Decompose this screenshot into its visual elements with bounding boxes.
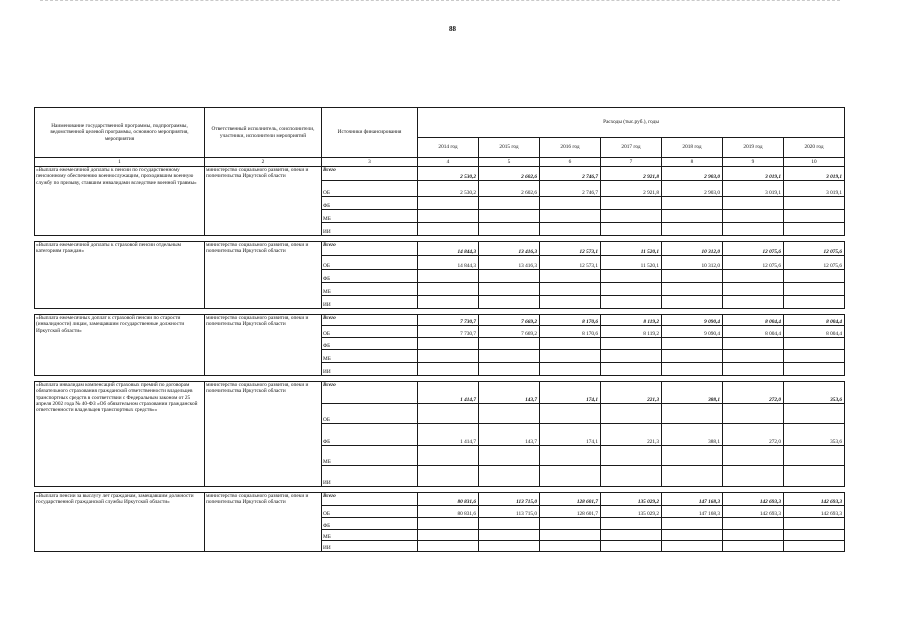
value-cell: 2 602,6 <box>479 181 540 197</box>
value-cell <box>662 270 723 283</box>
value-cell: 2 530,2 <box>418 167 479 181</box>
value-cell: 143,7 <box>479 382 540 404</box>
column-number: 10 <box>784 158 845 167</box>
value-cell <box>601 296 662 309</box>
value-cell: 388,1 <box>662 382 723 404</box>
value-cell <box>601 283 662 296</box>
value-cell <box>784 197 845 210</box>
value-cell <box>479 270 540 283</box>
value-cell <box>540 530 601 541</box>
value-cell: 10 312,0 <box>662 256 723 270</box>
source-ii: ИИ <box>322 363 418 376</box>
executor-name: министерство социального развития, опеки и попечительства Иркутской области <box>205 493 322 552</box>
value-cell: 8 004,4 <box>723 315 784 326</box>
header-year: 2016 год <box>540 138 601 158</box>
value-cell <box>723 197 784 210</box>
table-row <box>35 493 845 506</box>
value-cell: 11 520,1 <box>601 256 662 270</box>
top-edge-line <box>40 0 840 4</box>
value-cell <box>601 518 662 530</box>
value-cell: 12 075,6 <box>723 256 784 270</box>
value-cell <box>662 283 723 296</box>
value-cell <box>540 541 601 552</box>
value-cell <box>723 270 784 283</box>
value-cell <box>479 466 540 487</box>
activity-name: «Выплата ежемесячной доплаты к пенсии по государственному пенсионному обеспечению военнослужащим, проходившим военную службу по призыву, ставшим инвалидами вследствие военной травмы» <box>35 167 205 236</box>
value-cell <box>540 363 601 376</box>
value-cell <box>784 210 845 223</box>
value-cell <box>479 350 540 363</box>
source-fb: ФБ <box>322 518 418 530</box>
executor-name: министерство социального развития, опеки и попечительства Иркутской области <box>205 242 322 309</box>
value-cell <box>601 541 662 552</box>
value-cell <box>418 210 479 223</box>
header-name: Наименование государственной программы, подпрограммы, ведомственной целевой программы, основного мероприятия, мероприятия <box>35 108 205 158</box>
value-cell <box>662 466 723 487</box>
value-cell <box>723 350 784 363</box>
value-cell <box>784 338 845 350</box>
value-cell <box>418 223 479 236</box>
value-cell: 142 693,3 <box>784 506 845 518</box>
value-cell <box>662 210 723 223</box>
activity-name: «Выплата ежемесячной доплаты к страховой пенсии отдельным категориям граждан» <box>35 242 205 309</box>
value-cell <box>540 446 601 466</box>
value-cell <box>540 404 601 424</box>
value-cell <box>479 541 540 552</box>
value-cell <box>540 466 601 487</box>
value-cell: 8 004,4 <box>784 326 845 338</box>
value-cell <box>723 338 784 350</box>
value-cell <box>479 338 540 350</box>
value-cell <box>662 223 723 236</box>
value-cell: 12 075,6 <box>784 242 845 256</box>
value-cell: 221,3 <box>601 424 662 446</box>
value-cell <box>784 446 845 466</box>
value-cell: 8 170,6 <box>540 326 601 338</box>
source-mb: МБ <box>322 350 418 363</box>
source-total: Всего <box>322 242 418 256</box>
value-cell: 3 019,1 <box>723 181 784 197</box>
value-cell: 9 090,4 <box>662 315 723 326</box>
value-cell <box>479 296 540 309</box>
value-cell <box>601 210 662 223</box>
value-cell: 113 715,0 <box>479 493 540 506</box>
source-total: Всего <box>322 315 418 326</box>
column-number: 1 <box>35 158 205 167</box>
value-cell <box>662 518 723 530</box>
value-cell: 3 019,1 <box>784 167 845 181</box>
value-cell: 80 831,6 <box>418 493 479 506</box>
table-row <box>35 242 845 256</box>
source-ob: ОБ <box>322 506 418 518</box>
table-row <box>35 315 845 326</box>
value-cell: 221,3 <box>601 382 662 404</box>
value-cell: 8 004,4 <box>784 315 845 326</box>
value-cell <box>601 350 662 363</box>
value-cell <box>540 197 601 210</box>
header-expenses: Расходы (тыс.руб.), годы <box>418 108 845 138</box>
value-cell: 7 669,2 <box>479 315 540 326</box>
value-cell <box>723 210 784 223</box>
header-year: 2020 год <box>784 138 845 158</box>
value-cell <box>662 404 723 424</box>
value-cell: 147 168,3 <box>662 506 723 518</box>
header-row <box>35 108 845 138</box>
column-number: 3 <box>322 158 418 167</box>
source-fb: ФБ <box>322 424 418 446</box>
value-cell: 2 903,0 <box>662 167 723 181</box>
value-cell <box>723 283 784 296</box>
source-ob: ОБ <box>322 404 418 424</box>
value-cell <box>540 296 601 309</box>
value-cell: 135 029,2 <box>601 493 662 506</box>
value-cell: 3 019,1 <box>784 181 845 197</box>
executor-name: министерство социального развития, опеки и попечительства Иркутской области <box>205 382 322 487</box>
value-cell: 7 730,7 <box>418 315 479 326</box>
value-cell <box>601 466 662 487</box>
value-cell: 8 170,6 <box>540 315 601 326</box>
value-cell <box>479 363 540 376</box>
value-cell <box>784 270 845 283</box>
value-cell <box>784 223 845 236</box>
value-cell: 14 844,3 <box>418 242 479 256</box>
source-total: Всего <box>322 493 418 506</box>
value-cell: 3 019,1 <box>723 167 784 181</box>
source-ii: ИИ <box>322 541 418 552</box>
value-cell <box>723 541 784 552</box>
value-cell <box>540 223 601 236</box>
value-cell <box>418 466 479 487</box>
value-cell: 2 921,8 <box>601 167 662 181</box>
value-cell <box>784 350 845 363</box>
value-cell: 8 119,2 <box>601 326 662 338</box>
value-cell <box>601 363 662 376</box>
source-ii: ИИ <box>322 466 418 487</box>
value-cell <box>784 530 845 541</box>
header-source: Источники финансирования <box>322 108 418 158</box>
value-cell <box>601 270 662 283</box>
table-row <box>35 382 845 404</box>
value-cell: 2 746,7 <box>540 181 601 197</box>
value-cell: 13 416,3 <box>479 242 540 256</box>
value-cell: 12 075,6 <box>723 242 784 256</box>
value-cell <box>784 466 845 487</box>
value-cell <box>723 466 784 487</box>
value-cell: 272,0 <box>723 382 784 404</box>
column-number-row <box>35 158 845 167</box>
value-cell <box>540 270 601 283</box>
value-cell <box>662 446 723 466</box>
value-cell: 12 573,1 <box>540 256 601 270</box>
value-cell: 7 730,7 <box>418 326 479 338</box>
value-cell <box>784 404 845 424</box>
source-fb: ФБ <box>322 270 418 283</box>
value-cell <box>723 446 784 466</box>
source-mb: МБ <box>322 530 418 541</box>
value-cell: 1 414,7 <box>418 382 479 404</box>
value-cell: 8 119,2 <box>601 315 662 326</box>
column-number: 4 <box>418 158 479 167</box>
value-cell <box>479 404 540 424</box>
value-cell <box>601 223 662 236</box>
value-cell: 9 090,4 <box>662 326 723 338</box>
value-cell: 174,1 <box>540 424 601 446</box>
value-cell: 135 029,2 <box>601 506 662 518</box>
value-cell <box>418 350 479 363</box>
source-ob: ОБ <box>322 256 418 270</box>
column-number: 9 <box>723 158 784 167</box>
value-cell: 128 601,7 <box>540 506 601 518</box>
source-ob: ОБ <box>322 326 418 338</box>
value-cell <box>418 541 479 552</box>
value-cell <box>418 518 479 530</box>
value-cell: 2 746,7 <box>540 167 601 181</box>
value-cell <box>723 518 784 530</box>
value-cell <box>540 338 601 350</box>
value-cell <box>784 283 845 296</box>
value-cell <box>479 446 540 466</box>
value-cell <box>479 283 540 296</box>
value-cell <box>601 446 662 466</box>
value-cell <box>662 197 723 210</box>
header-year: 2017 год <box>601 138 662 158</box>
value-cell <box>662 363 723 376</box>
value-cell: 142 693,3 <box>723 493 784 506</box>
value-cell <box>418 296 479 309</box>
value-cell <box>601 404 662 424</box>
value-cell: 11 520,1 <box>601 242 662 256</box>
value-cell <box>479 223 540 236</box>
value-cell <box>723 223 784 236</box>
value-cell: 142 693,3 <box>784 493 845 506</box>
value-cell <box>418 404 479 424</box>
executor-name: министерство социального развития, опеки и попечительства Иркутской области <box>205 167 322 236</box>
value-cell <box>418 197 479 210</box>
header-executor: Ответственный исполнитель, соисполнители, участники, исполнители мероприятий <box>205 108 322 158</box>
value-cell <box>723 363 784 376</box>
value-cell <box>723 530 784 541</box>
column-number: 8 <box>662 158 723 167</box>
value-cell <box>479 197 540 210</box>
value-cell <box>784 296 845 309</box>
executor-name: министерство социального развития, опеки и попечительства Иркутской области <box>205 315 322 376</box>
value-cell: 2 530,2 <box>418 181 479 197</box>
table-row <box>35 167 845 181</box>
column-number: 6 <box>540 158 601 167</box>
value-cell <box>784 518 845 530</box>
value-cell: 80 831,6 <box>418 506 479 518</box>
value-cell <box>601 530 662 541</box>
header-year: 2015 год <box>479 138 540 158</box>
value-cell <box>662 350 723 363</box>
header-year: 2018 год <box>662 138 723 158</box>
value-cell <box>540 518 601 530</box>
value-cell: 143,7 <box>479 424 540 446</box>
value-cell <box>601 197 662 210</box>
value-cell: 388,1 <box>662 424 723 446</box>
value-cell <box>601 338 662 350</box>
value-cell <box>418 338 479 350</box>
value-cell: 142 693,3 <box>723 506 784 518</box>
source-mb: МБ <box>322 283 418 296</box>
source-fb: ФБ <box>322 338 418 350</box>
source-ii: ИИ <box>322 296 418 309</box>
value-cell <box>540 350 601 363</box>
source-mb: МБ <box>322 446 418 466</box>
value-cell <box>662 541 723 552</box>
value-cell <box>418 270 479 283</box>
value-cell: 1 414,7 <box>418 424 479 446</box>
value-cell: 2 921,8 <box>601 181 662 197</box>
source-mb: МБ <box>322 210 418 223</box>
activity-name: «Выплата ежемесячных доплат к страховой пенсии по старости (инвалидности) лицам, замещавшим государственные должности Иркутской области» <box>35 315 205 376</box>
header-year: 2014 год <box>418 138 479 158</box>
value-cell <box>479 210 540 223</box>
header-year: 2019 год <box>723 138 784 158</box>
expenses-table <box>34 107 845 552</box>
value-cell <box>540 210 601 223</box>
value-cell: 174,1 <box>540 382 601 404</box>
value-cell <box>418 530 479 541</box>
value-cell: 14 844,3 <box>418 256 479 270</box>
value-cell <box>784 541 845 552</box>
page-number: 88 <box>449 25 456 33</box>
value-cell: 353,6 <box>784 424 845 446</box>
source-total: Всего <box>322 382 418 404</box>
source-total: Всего <box>322 167 418 181</box>
value-cell <box>418 363 479 376</box>
activity-name: «Выплата пенсии за выслугу лет гражданам, замещавшим должности государственной гражданской службы Иркутской области» <box>35 493 205 552</box>
value-cell <box>784 363 845 376</box>
value-cell <box>540 283 601 296</box>
value-cell: 147 168,3 <box>662 493 723 506</box>
value-cell <box>662 530 723 541</box>
column-number: 2 <box>205 158 322 167</box>
value-cell: 7 669,2 <box>479 326 540 338</box>
value-cell: 128 601,7 <box>540 493 601 506</box>
value-cell: 12 573,1 <box>540 242 601 256</box>
source-ii: ИИ <box>322 223 418 236</box>
value-cell <box>479 530 540 541</box>
value-cell: 272,0 <box>723 424 784 446</box>
value-cell <box>662 296 723 309</box>
value-cell: 2 903,0 <box>662 181 723 197</box>
value-cell: 113 715,0 <box>479 506 540 518</box>
source-fb: ФБ <box>322 197 418 210</box>
value-cell: 353,6 <box>784 382 845 404</box>
value-cell <box>479 518 540 530</box>
column-number: 5 <box>479 158 540 167</box>
value-cell: 2 602,6 <box>479 167 540 181</box>
value-cell: 13 416,3 <box>479 256 540 270</box>
activity-name: «Выплата инвалидам компенсаций страховых премий по договорам обязательного страхования гражданской ответственности владельцев транспортных средств в соответствии с Федеральным законом от 25 апреля 2002 года № 40-ФЗ «Об обязательном страховании гражданской ответственности владельцев транспортных средств»» <box>35 382 205 487</box>
value-cell <box>418 283 479 296</box>
value-cell <box>662 338 723 350</box>
source-ob: ОБ <box>322 181 418 197</box>
value-cell: 12 075,6 <box>784 256 845 270</box>
column-number: 7 <box>601 158 662 167</box>
value-cell: 8 004,4 <box>723 326 784 338</box>
value-cell <box>723 296 784 309</box>
value-cell <box>418 446 479 466</box>
value-cell <box>723 404 784 424</box>
value-cell: 10 312,0 <box>662 242 723 256</box>
